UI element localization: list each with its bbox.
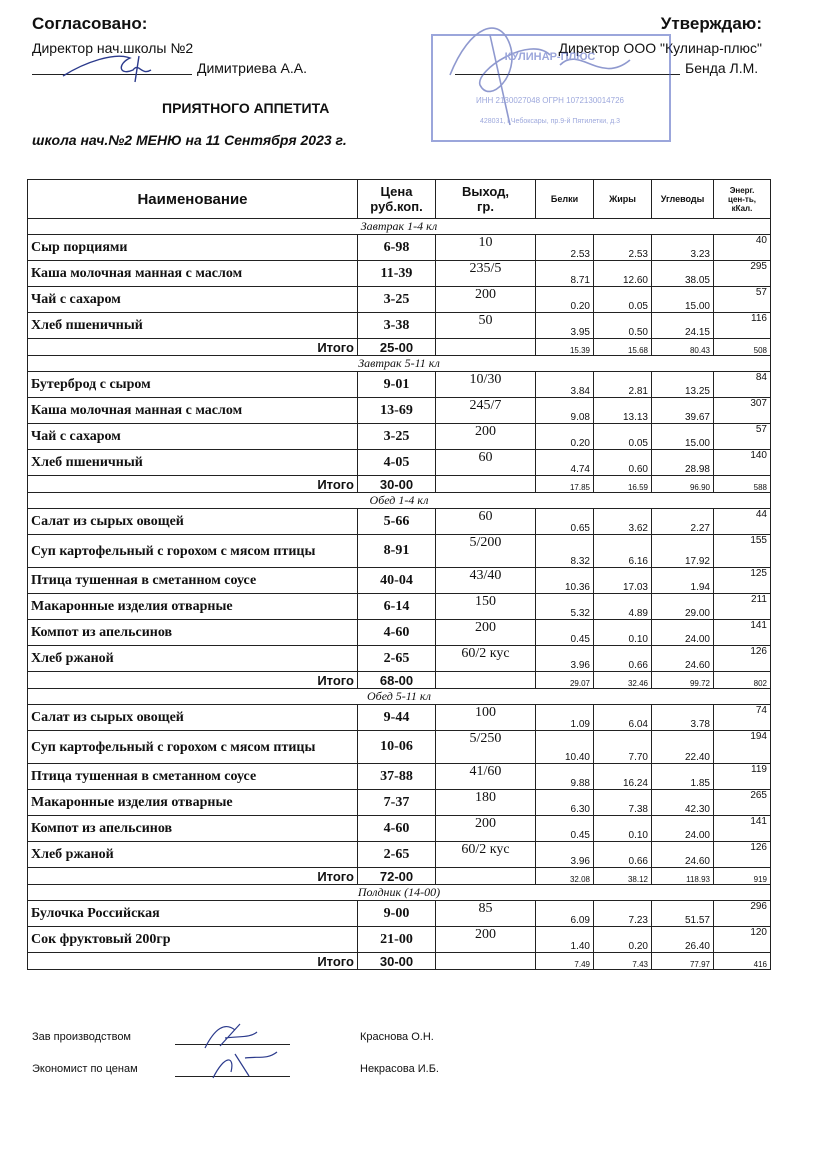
total-protein: 29.07 bbox=[536, 672, 594, 689]
dish-kcal: 57 bbox=[714, 424, 771, 450]
section-row bbox=[28, 493, 771, 509]
total-yield-empty bbox=[436, 953, 536, 970]
approved-left-label: Согласовано: bbox=[32, 14, 148, 33]
table-row bbox=[28, 568, 771, 594]
dish-kcal: 141 bbox=[714, 620, 771, 646]
total-label: Итого bbox=[28, 953, 358, 970]
footer-role2: Экономист по ценам bbox=[32, 1063, 138, 1075]
dish-yield: 150 bbox=[436, 594, 536, 620]
approved-right-label: Утверждаю: bbox=[660, 14, 762, 33]
dish-yield: 60 bbox=[436, 509, 536, 535]
dish-price: 4-60 bbox=[358, 620, 436, 646]
table-row bbox=[28, 424, 771, 450]
col-name: Наименование bbox=[28, 180, 358, 219]
dish-name: Макаронные изделия отварные bbox=[28, 594, 358, 620]
table-row bbox=[28, 705, 771, 731]
dish-carbs: 28.98 bbox=[652, 450, 714, 476]
dish-protein: 0.20 bbox=[536, 424, 594, 450]
total-price: 68-00 bbox=[358, 672, 436, 689]
dish-price: 2-65 bbox=[358, 646, 436, 672]
dish-fat: 3.62 bbox=[594, 509, 652, 535]
dish-protein: 3.96 bbox=[536, 842, 594, 868]
dish-fat: 2.53 bbox=[594, 235, 652, 261]
dish-protein: 3.84 bbox=[536, 372, 594, 398]
dish-name: Хлеб ржаной bbox=[28, 842, 358, 868]
total-fat: 16.59 bbox=[594, 476, 652, 493]
dish-kcal: 119 bbox=[714, 764, 771, 790]
total-price: 25-00 bbox=[358, 339, 436, 356]
section-row bbox=[28, 689, 771, 705]
total-label: Итого bbox=[28, 476, 358, 493]
dish-price: 3-38 bbox=[358, 313, 436, 339]
dish-yield: 41/60 bbox=[436, 764, 536, 790]
page-title: ПРИЯТНОГО АППЕТИТА bbox=[162, 100, 330, 116]
total-fat: 38.12 bbox=[594, 868, 652, 885]
col-protein: Белки bbox=[536, 180, 594, 219]
total-carbs: 80.43 bbox=[652, 339, 714, 356]
dish-carbs: 2.27 bbox=[652, 509, 714, 535]
dish-fat: 17.03 bbox=[594, 568, 652, 594]
dish-yield: 10 bbox=[436, 235, 536, 261]
total-carbs: 77.97 bbox=[652, 953, 714, 970]
dish-kcal: 307 bbox=[714, 398, 771, 424]
dish-yield: 60/2 кус bbox=[436, 646, 536, 672]
dish-carbs: 3.23 bbox=[652, 235, 714, 261]
dish-kcal: 116 bbox=[714, 313, 771, 339]
dish-name: Суп картофельный с горохом с мясом птицы bbox=[28, 535, 358, 568]
dish-name: Чай с сахаром bbox=[28, 424, 358, 450]
dish-fat: 7.23 bbox=[594, 901, 652, 927]
stamp-line3: 428031, г.Чебоксары, пр.9-й Пятилетки, д.3 bbox=[479, 118, 621, 125]
table-row bbox=[28, 261, 771, 287]
dish-fat: 2.81 bbox=[594, 372, 652, 398]
total-protein: 15.39 bbox=[536, 339, 594, 356]
total-carbs: 96.90 bbox=[652, 476, 714, 493]
dish-protein: 10.36 bbox=[536, 568, 594, 594]
dish-kcal: 155 bbox=[714, 535, 771, 568]
dish-fat: 0.60 bbox=[594, 450, 652, 476]
total-kcal: 802 bbox=[714, 672, 771, 689]
dish-protein: 0.45 bbox=[536, 816, 594, 842]
dish-fat: 0.10 bbox=[594, 620, 652, 646]
dish-fat: 7.38 bbox=[594, 790, 652, 816]
table-header bbox=[28, 180, 771, 219]
total-label: Итого bbox=[28, 339, 358, 356]
table-row bbox=[28, 646, 771, 672]
dish-carbs: 24.15 bbox=[652, 313, 714, 339]
dish-kcal: 141 bbox=[714, 816, 771, 842]
dish-carbs: 38.05 bbox=[652, 261, 714, 287]
right-name: Бенда Л.М. bbox=[685, 60, 759, 76]
table-row bbox=[28, 842, 771, 868]
total-yield-empty bbox=[436, 672, 536, 689]
dish-yield: 245/7 bbox=[436, 398, 536, 424]
total-label: Итого bbox=[28, 868, 358, 885]
dish-name: Хлеб ржаной bbox=[28, 646, 358, 672]
dish-fat: 7.70 bbox=[594, 731, 652, 764]
dish-yield: 50 bbox=[436, 313, 536, 339]
dish-price: 3-25 bbox=[358, 287, 436, 313]
dish-protein: 9.88 bbox=[536, 764, 594, 790]
total-kcal: 508 bbox=[714, 339, 771, 356]
right-position: Директор ООО "Кулинар-плюс" bbox=[558, 40, 762, 56]
dish-name: Каша молочная манная с маслом bbox=[28, 261, 358, 287]
dish-carbs: 51.57 bbox=[652, 901, 714, 927]
dish-yield: 10/30 bbox=[436, 372, 536, 398]
section-title: Обед 5-11 кл bbox=[28, 689, 771, 705]
dish-carbs: 24.60 bbox=[652, 842, 714, 868]
col-kcal: Энерг. цен-ть, кКал. bbox=[714, 180, 771, 219]
dish-yield: 85 bbox=[436, 901, 536, 927]
col-yield: Выход, гр. bbox=[436, 180, 536, 219]
section-title: Завтрак 1-4 кл bbox=[28, 219, 771, 235]
left-signature bbox=[55, 48, 175, 84]
dish-price: 21-00 bbox=[358, 927, 436, 953]
total-row bbox=[28, 476, 771, 493]
dish-yield: 60/2 кус bbox=[436, 842, 536, 868]
dish-fat: 0.50 bbox=[594, 313, 652, 339]
total-row bbox=[28, 868, 771, 885]
dish-name: Каша молочная манная с маслом bbox=[28, 398, 358, 424]
dish-yield: 200 bbox=[436, 816, 536, 842]
dish-fat: 0.05 bbox=[594, 287, 652, 313]
total-row bbox=[28, 672, 771, 689]
dish-kcal: 44 bbox=[714, 509, 771, 535]
dish-protein: 6.30 bbox=[536, 790, 594, 816]
table-row bbox=[28, 731, 771, 764]
section-row bbox=[28, 356, 771, 372]
dish-price: 7-37 bbox=[358, 790, 436, 816]
dish-name: Макаронные изделия отварные bbox=[28, 790, 358, 816]
table-row bbox=[28, 594, 771, 620]
section-title: Обед 1-4 кл bbox=[28, 493, 771, 509]
table-row bbox=[28, 372, 771, 398]
left-position: Директор нач.школы №2 bbox=[32, 40, 194, 56]
dish-fat: 13.13 bbox=[594, 398, 652, 424]
dish-yield: 5/250 bbox=[436, 731, 536, 764]
dish-protein: 0.45 bbox=[536, 620, 594, 646]
table-row bbox=[28, 313, 771, 339]
table-row bbox=[28, 535, 771, 568]
total-yield-empty bbox=[436, 339, 536, 356]
dish-yield: 235/5 bbox=[436, 261, 536, 287]
dish-yield: 180 bbox=[436, 790, 536, 816]
dish-kcal: 140 bbox=[714, 450, 771, 476]
dish-name: Чай с сахаром bbox=[28, 287, 358, 313]
table-row bbox=[28, 816, 771, 842]
total-fat: 32.46 bbox=[594, 672, 652, 689]
total-price: 72-00 bbox=[358, 868, 436, 885]
footer-name1: Краснова О.Н. bbox=[360, 1031, 434, 1043]
dish-price: 9-01 bbox=[358, 372, 436, 398]
dish-carbs: 29.00 bbox=[652, 594, 714, 620]
stamp-line1: КУЛИНАР-ПЛЮС bbox=[504, 51, 596, 63]
dish-protein: 8.71 bbox=[536, 261, 594, 287]
dish-name: Птица тушенная в сметанном соусе bbox=[28, 568, 358, 594]
total-fat: 15.68 bbox=[594, 339, 652, 356]
total-kcal: 588 bbox=[714, 476, 771, 493]
dish-price: 37-88 bbox=[358, 764, 436, 790]
dish-price: 6-14 bbox=[358, 594, 436, 620]
dish-kcal: 296 bbox=[714, 901, 771, 927]
dish-fat: 0.20 bbox=[594, 927, 652, 953]
dish-protein: 0.65 bbox=[536, 509, 594, 535]
dish-carbs: 13.25 bbox=[652, 372, 714, 398]
dish-protein: 5.32 bbox=[536, 594, 594, 620]
dish-fat: 0.10 bbox=[594, 816, 652, 842]
dish-price: 4-05 bbox=[358, 450, 436, 476]
table-row bbox=[28, 901, 771, 927]
dish-protein: 3.95 bbox=[536, 313, 594, 339]
dish-kcal: 57 bbox=[714, 287, 771, 313]
dish-protein: 2.53 bbox=[536, 235, 594, 261]
dish-protein: 0.20 bbox=[536, 287, 594, 313]
total-row bbox=[28, 953, 771, 970]
menu-table bbox=[27, 179, 771, 970]
left-name: Димитриева А.А. bbox=[197, 60, 307, 76]
table-row bbox=[28, 287, 771, 313]
total-yield-empty bbox=[436, 476, 536, 493]
table-row bbox=[28, 927, 771, 953]
col-fat: Жиры bbox=[594, 180, 652, 219]
dish-price: 8-91 bbox=[358, 535, 436, 568]
total-kcal: 416 bbox=[714, 953, 771, 970]
total-protein: 32.08 bbox=[536, 868, 594, 885]
stamp-line2: ИНН 2130027048 ОГРН 1072130014726 bbox=[476, 96, 624, 105]
dish-yield: 200 bbox=[436, 424, 536, 450]
dish-carbs: 24.00 bbox=[652, 816, 714, 842]
dish-yield: 60 bbox=[436, 450, 536, 476]
total-protein: 7.49 bbox=[536, 953, 594, 970]
dish-protein: 3.96 bbox=[536, 646, 594, 672]
dish-name: Хлеб пшеничный bbox=[28, 450, 358, 476]
total-protein: 17.85 bbox=[536, 476, 594, 493]
dish-price: 5-66 bbox=[358, 509, 436, 535]
total-kcal: 919 bbox=[714, 868, 771, 885]
dish-price: 13-69 bbox=[358, 398, 436, 424]
dish-carbs: 15.00 bbox=[652, 424, 714, 450]
dish-name: Булочка Российская bbox=[28, 901, 358, 927]
table-row bbox=[28, 509, 771, 535]
dish-protein: 8.32 bbox=[536, 535, 594, 568]
dish-price: 40-04 bbox=[358, 568, 436, 594]
dish-name: Суп картофельный с горохом с мясом птицы bbox=[28, 731, 358, 764]
dish-price: 4-60 bbox=[358, 816, 436, 842]
page-subtitle: школа нач.№2 МЕНЮ на 11 Сентября 2023 г. bbox=[32, 132, 347, 148]
table-row bbox=[28, 398, 771, 424]
dish-kcal: 265 bbox=[714, 790, 771, 816]
dish-carbs: 17.92 bbox=[652, 535, 714, 568]
dish-fat: 0.05 bbox=[594, 424, 652, 450]
dish-carbs: 1.85 bbox=[652, 764, 714, 790]
dish-name: Хлеб пшеничный bbox=[28, 313, 358, 339]
dish-price: 3-25 bbox=[358, 424, 436, 450]
dish-name: Салат из сырых овощей bbox=[28, 705, 358, 731]
dish-kcal: 120 bbox=[714, 927, 771, 953]
dish-carbs: 22.40 bbox=[652, 731, 714, 764]
dish-yield: 200 bbox=[436, 620, 536, 646]
footer-signature2 bbox=[205, 1046, 285, 1086]
dish-price: 2-65 bbox=[358, 842, 436, 868]
dish-yield: 200 bbox=[436, 927, 536, 953]
table-row bbox=[28, 764, 771, 790]
dish-carbs: 15.00 bbox=[652, 287, 714, 313]
dish-fat: 4.89 bbox=[594, 594, 652, 620]
total-price: 30-00 bbox=[358, 953, 436, 970]
dish-kcal: 125 bbox=[714, 568, 771, 594]
dish-name: Сок фруктовый 200гр bbox=[28, 927, 358, 953]
dish-carbs: 3.78 bbox=[652, 705, 714, 731]
section-title: Полдник (14-00) bbox=[28, 885, 771, 901]
dish-price: 10-06 bbox=[358, 731, 436, 764]
total-row bbox=[28, 339, 771, 356]
dish-yield: 5/200 bbox=[436, 535, 536, 568]
dish-kcal: 84 bbox=[714, 372, 771, 398]
dish-fat: 6.16 bbox=[594, 535, 652, 568]
dish-name: Компот из апельсинов bbox=[28, 620, 358, 646]
dish-kcal: 194 bbox=[714, 731, 771, 764]
dish-name: Компот из апельсинов bbox=[28, 816, 358, 842]
dish-protein: 1.40 bbox=[536, 927, 594, 953]
dish-fat: 12.60 bbox=[594, 261, 652, 287]
dish-kcal: 40 bbox=[714, 235, 771, 261]
footer-name2: Некрасова И.Б. bbox=[360, 1063, 439, 1075]
dish-name: Салат из сырых овощей bbox=[28, 509, 358, 535]
dish-price: 6-98 bbox=[358, 235, 436, 261]
col-carbs: Углеводы bbox=[652, 180, 714, 219]
total-fat: 7.43 bbox=[594, 953, 652, 970]
dish-kcal: 295 bbox=[714, 261, 771, 287]
dish-yield: 100 bbox=[436, 705, 536, 731]
table-row bbox=[28, 235, 771, 261]
total-carbs: 118.93 bbox=[652, 868, 714, 885]
table-row bbox=[28, 790, 771, 816]
dish-carbs: 1.94 bbox=[652, 568, 714, 594]
footer-role1: Зав производством bbox=[32, 1031, 131, 1043]
dish-kcal: 74 bbox=[714, 705, 771, 731]
dish-name: Сыр порциями bbox=[28, 235, 358, 261]
total-label: Итого bbox=[28, 672, 358, 689]
dish-protein: 6.09 bbox=[536, 901, 594, 927]
dish-protein: 4.74 bbox=[536, 450, 594, 476]
dish-carbs: 24.60 bbox=[652, 646, 714, 672]
total-carbs: 99.72 bbox=[652, 672, 714, 689]
col-price: Цена руб.коп. bbox=[358, 180, 436, 219]
dish-price: 9-44 bbox=[358, 705, 436, 731]
section-title: Завтрак 5-11 кл bbox=[28, 356, 771, 372]
dish-carbs: 26.40 bbox=[652, 927, 714, 953]
dish-price: 9-00 bbox=[358, 901, 436, 927]
dish-fat: 6.04 bbox=[594, 705, 652, 731]
dish-fat: 0.66 bbox=[594, 842, 652, 868]
section-row bbox=[28, 219, 771, 235]
dish-carbs: 39.67 bbox=[652, 398, 714, 424]
dish-price: 11-39 bbox=[358, 261, 436, 287]
total-yield-empty bbox=[436, 868, 536, 885]
dish-carbs: 24.00 bbox=[652, 620, 714, 646]
dish-fat: 16.24 bbox=[594, 764, 652, 790]
company-stamp bbox=[430, 15, 675, 145]
dish-carbs: 42.30 bbox=[652, 790, 714, 816]
dish-kcal: 126 bbox=[714, 646, 771, 672]
dish-yield: 200 bbox=[436, 287, 536, 313]
dish-kcal: 126 bbox=[714, 842, 771, 868]
table-row bbox=[28, 450, 771, 476]
section-row bbox=[28, 885, 771, 901]
dish-name: Бутерброд с сыром bbox=[28, 372, 358, 398]
dish-protein: 10.40 bbox=[536, 731, 594, 764]
dish-yield: 43/40 bbox=[436, 568, 536, 594]
dish-protein: 9.08 bbox=[536, 398, 594, 424]
dish-name: Птица тушенная в сметанном соусе bbox=[28, 764, 358, 790]
table-row bbox=[28, 620, 771, 646]
dish-kcal: 211 bbox=[714, 594, 771, 620]
dish-protein: 1.09 bbox=[536, 705, 594, 731]
total-price: 30-00 bbox=[358, 476, 436, 493]
dish-fat: 0.66 bbox=[594, 646, 652, 672]
